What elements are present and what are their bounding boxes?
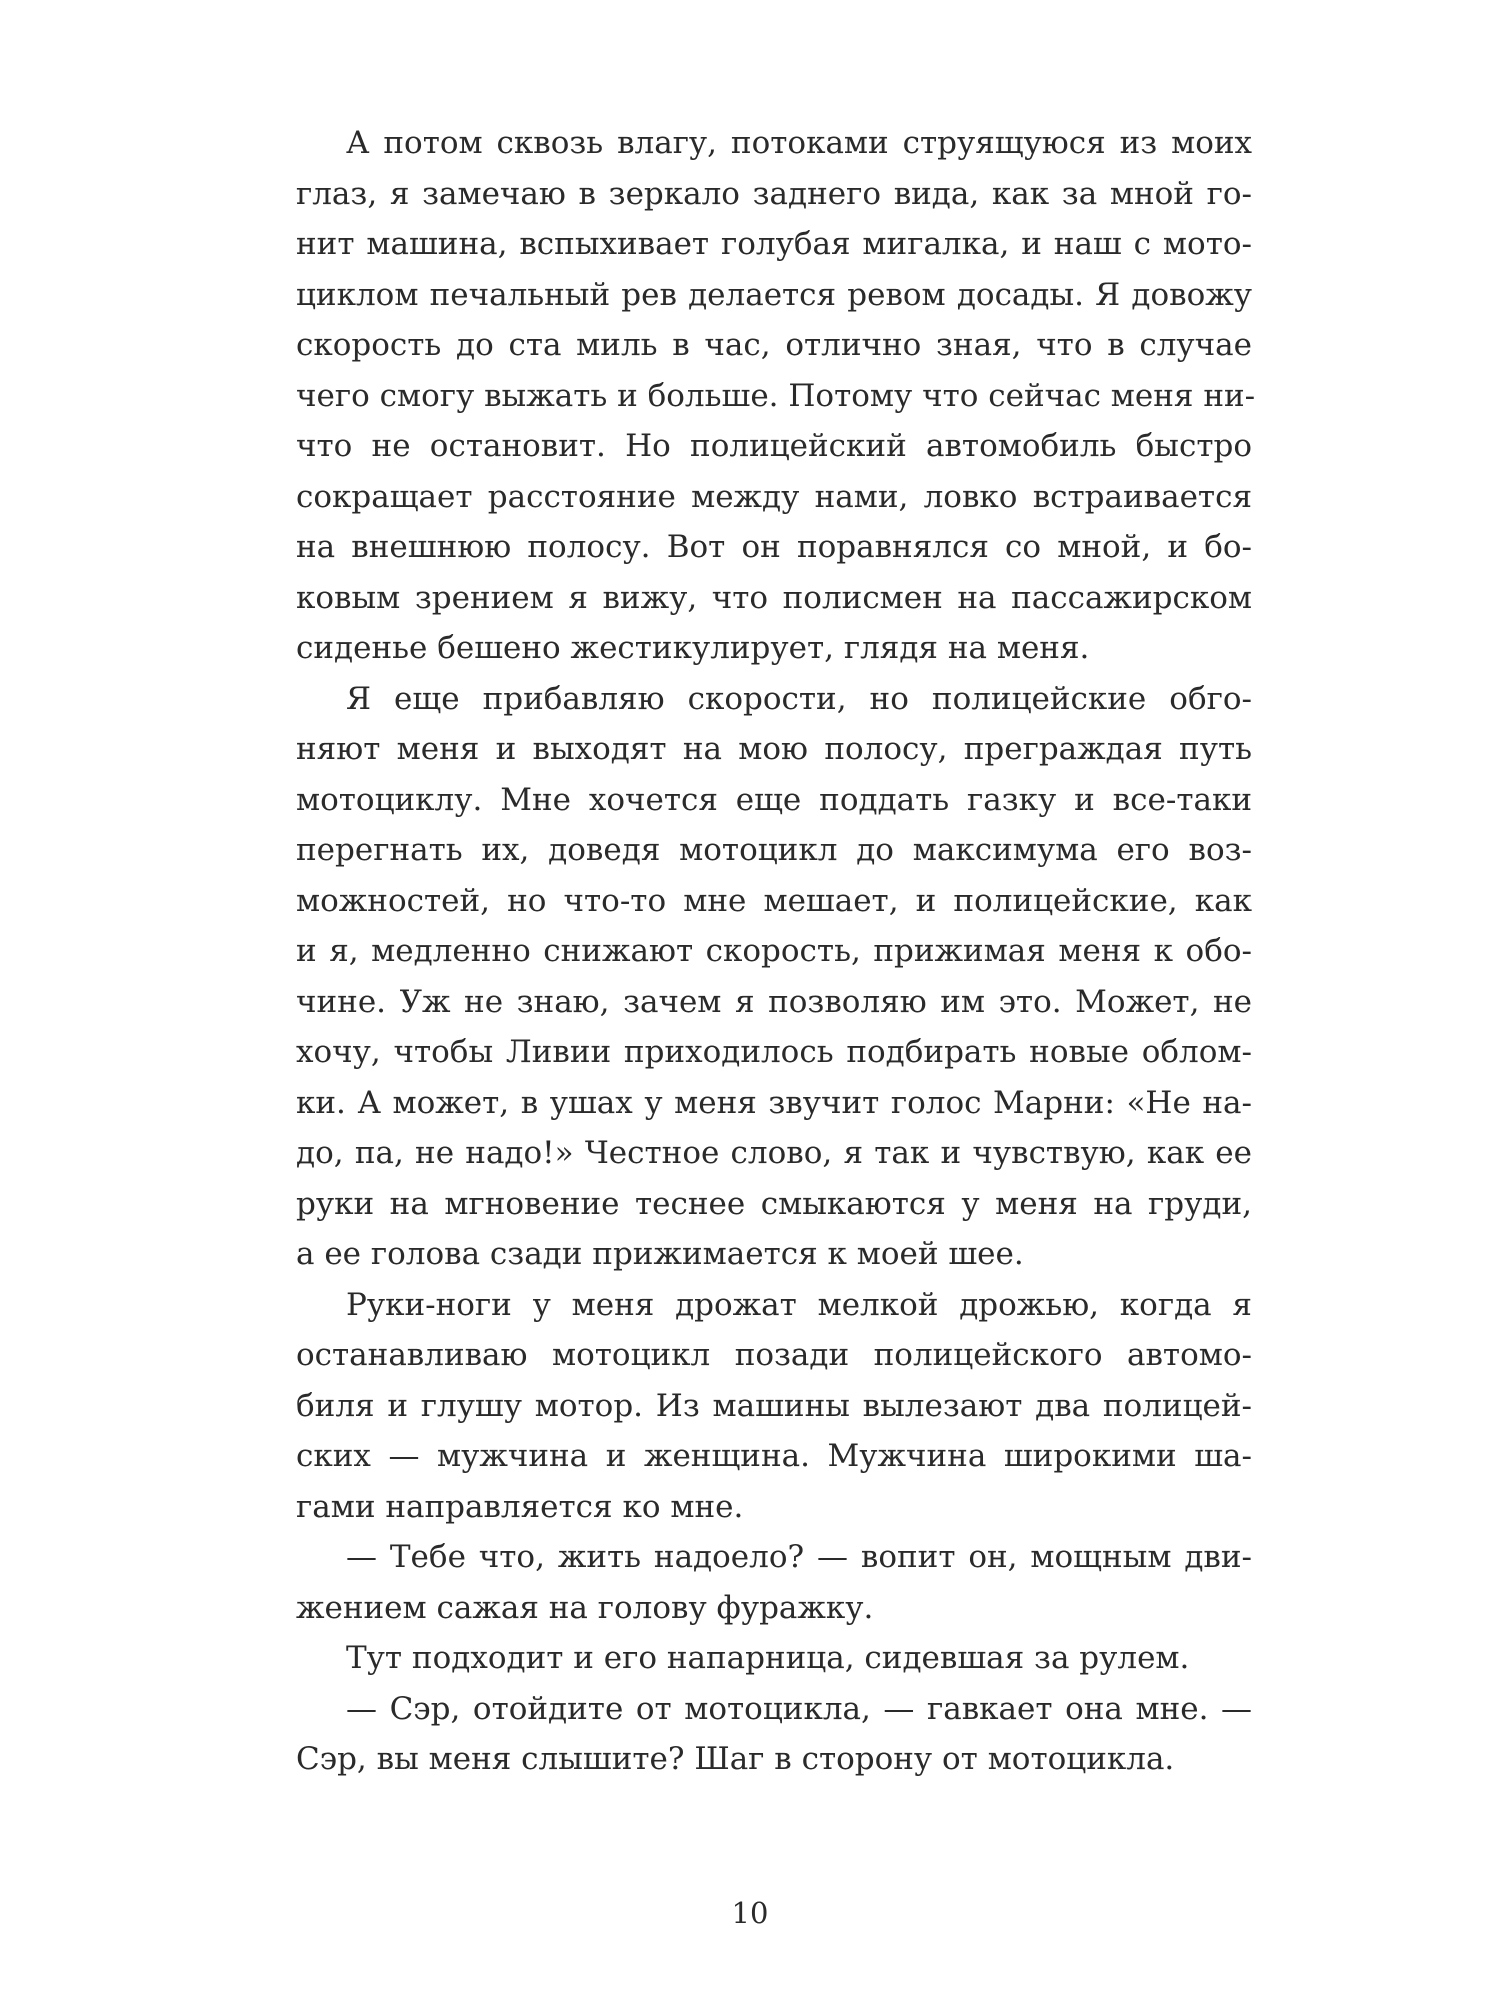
text-line: сокращает расстояние между нами, ловко встраивается (296, 478, 1252, 515)
text-line: Я еще прибавляю скорости, но полицейские обго- (346, 680, 1252, 717)
text-line: А потом сквозь влагу, потоками струящуюся из моих (346, 125, 1252, 161)
text-line: Сэр, вы меня слышите? Шаг в сторону от мотоцикла. (296, 1741, 1175, 1777)
text-line: до, па, не надо!» Честное слово, я так и чувствую, как ее (296, 1135, 1252, 1171)
text-line: нит машина, вспыхивает голубая мигалка, и наш с мото- (296, 226, 1252, 262)
body-text (296, 118, 1256, 1785)
text-line: руки на мгновение теснее смыкаются у меня на груди, (296, 1185, 1252, 1222)
text-line: чего смогу выжать и больше. Потому что сейчас меня ни- (296, 377, 1256, 414)
text-line: няют меня и выходят на мою полосу, преграждая путь (296, 731, 1252, 767)
text-line: сиденье бешено жестикулирует, глядя на меня. (296, 630, 1090, 666)
text-line: циклом печальный рев делается ревом досады. Я довожу (296, 276, 1252, 313)
text-line: ки. А может, в ушах у меня звучит голос Марни: «Не на- (296, 1084, 1252, 1121)
text-line: ских — мужчина и женщина. Мужчина широкими ша- (296, 1438, 1252, 1474)
text-line: ковым зрением я вижу, что полисмен на пассажирском (296, 579, 1252, 616)
text-line: глаз, я замечаю в зеркало заднего вида, как за мной го- (296, 175, 1252, 212)
text-line: жением сажая на голову фуражку. (296, 1589, 874, 1626)
text-line: что не остановит. Но полицейский автомобиль быстро (296, 428, 1252, 464)
text-line: останавливаю мотоцикл позади полицейского автомо- (296, 1337, 1252, 1373)
text-line: можностей, но что-то мне мешает, и полицейские, как (296, 882, 1252, 919)
text-line: скорость до ста миль в час, отлично зная, что в случае (296, 327, 1252, 363)
text-line: а ее голова сзади прижимается к моей шее. (296, 1236, 1024, 1272)
text-line: мотоциклу. Мне хочется еще поддать газку и все-таки (296, 781, 1252, 818)
page-number: 10 (731, 1896, 769, 1930)
dialogue-line: — Сэр, отойдите от мотоцикла, — гавкает она мне. — (346, 1690, 1252, 1727)
text-line: чине. Уж не знаю, зачем я позволяю им это. Может, не (296, 983, 1252, 1020)
text-line: и я, медленно снижают скорость, прижимая меня к обо- (296, 933, 1252, 969)
text-line: перегнать их, доведя мотоцикл до максимума его воз- (296, 832, 1252, 868)
text-line: гами направляется ко мне. (296, 1488, 744, 1525)
text-line: Тут подходит и его напарница, сидевшая за рулем. (346, 1640, 1190, 1676)
text-line: на внешнюю полосу. Вот он поравнялся со мной, и бо- (296, 529, 1252, 565)
text-line: биля и глушу мотор. Из машины вылезают два полицей- (296, 1387, 1252, 1424)
text-line: Руки-ноги у меня дрожат мелкой дрожью, когда я (346, 1286, 1252, 1323)
dialogue-line: — Тебе что, жить надоело? — вопит он, мощным дви- (346, 1539, 1252, 1575)
text-line: хочу, чтобы Ливии приходилось подбирать новые облом- (296, 1034, 1252, 1070)
